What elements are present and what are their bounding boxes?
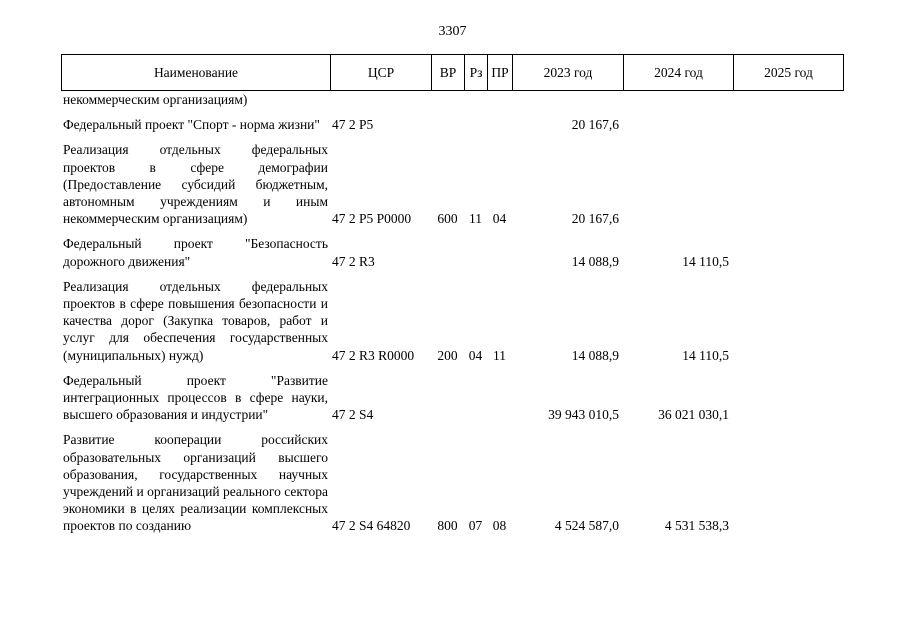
header-vr: ВР	[432, 55, 465, 91]
row-rz: 04	[468, 347, 483, 363]
header-2023: 2023 год	[513, 55, 624, 91]
header-name: Наименование	[62, 55, 331, 91]
row-spacer	[61, 423, 843, 431]
spacer-cell	[61, 270, 843, 278]
row-2025	[733, 278, 843, 364]
spacer-cell	[61, 423, 843, 431]
row-name: Реализация отдельных федеральных проектов в сфере демографии (Предоставление субсидий бюджетным, автономным учреждениям и иным некоммерческим организациям)	[63, 142, 328, 227]
row-2023: 14 088,9	[571, 347, 619, 363]
row-2025	[733, 431, 843, 534]
table-row	[61, 116, 843, 133]
row-csr	[330, 91, 431, 108]
row-spacer	[61, 270, 843, 278]
spacer-cell	[61, 364, 843, 372]
spacer-cell	[61, 108, 843, 116]
row-2025	[733, 116, 843, 133]
row-rz	[464, 91, 487, 108]
table-header	[61, 54, 844, 91]
row-2024: 4 531 538,3	[664, 518, 729, 534]
row-2023: 4 524 587,0	[554, 518, 619, 534]
row-2023: 39 943 010,5	[548, 407, 619, 423]
row-2025	[733, 235, 843, 269]
row-pr	[487, 372, 512, 424]
budget-table	[61, 91, 843, 535]
row-pr	[487, 91, 512, 108]
row-csr: 47 2 R3	[332, 253, 375, 269]
row-name: некоммерческим организациям)	[63, 92, 248, 107]
row-vr	[431, 116, 464, 133]
row-csr: 47 2 P5 P0000	[332, 211, 412, 227]
row-csr: 47 2 S4	[332, 407, 374, 423]
row-spacer	[61, 108, 843, 116]
table-row	[61, 235, 843, 269]
row-2023: 20 167,6	[571, 211, 619, 227]
row-name: Федеральный проект "Безопасность дорожного движения"	[63, 236, 328, 269]
row-2024	[623, 91, 733, 108]
row-name: Федеральный проект "Спорт - норма жизни"	[63, 117, 320, 133]
row-2024: 14 110,5	[682, 253, 729, 269]
row-name: Развитие кооперации российских образовательных организаций высшего образования, государственных научных учреждений и организаций реального сектора экономики в целях реализации комплексных проектов по созданию	[63, 432, 328, 534]
row-name: Федеральный проект "Развитие интеграционных процессов в сфере науки, высшего образования и индустрии"	[63, 372, 328, 423]
row-vr	[431, 372, 464, 424]
row-pr	[487, 235, 512, 269]
row-rz: 07	[468, 518, 483, 534]
row-2024	[623, 141, 733, 227]
header-rz: Рз	[465, 55, 488, 91]
row-2025	[733, 372, 843, 424]
header-2025: 2025 год	[734, 55, 844, 91]
row-2023	[512, 91, 623, 108]
row-pr: 11	[493, 347, 506, 363]
row-2024: 36 021 030,1	[658, 407, 729, 423]
row-2023: 20 167,6	[571, 117, 619, 133]
table-row	[61, 141, 843, 227]
page-number: 3307	[438, 24, 467, 39]
table-row	[61, 431, 843, 534]
row-2025	[733, 141, 843, 227]
row-vr: 800	[437, 518, 458, 534]
table-row	[61, 372, 843, 424]
spacer-cell	[61, 227, 843, 235]
row-spacer	[61, 364, 843, 372]
header-2024: 2024 год	[624, 55, 734, 91]
row-csr: 47 2 R3 R0000	[332, 347, 415, 363]
row-2024	[623, 116, 733, 133]
row-csr: 47 2 S4 64820	[332, 518, 411, 534]
row-pr: 08	[492, 518, 507, 534]
table-row	[61, 91, 843, 108]
row-vr	[431, 91, 464, 108]
row-csr: 47 2 P5	[332, 117, 374, 133]
row-2025	[733, 91, 843, 108]
row-rz	[464, 235, 487, 269]
row-vr	[431, 235, 464, 269]
row-2024: 14 110,5	[682, 347, 729, 363]
row-rz: 11	[469, 211, 482, 227]
row-spacer	[61, 133, 843, 141]
row-rz	[464, 372, 487, 424]
spacer-cell	[61, 133, 843, 141]
header-pr: ПР	[488, 55, 513, 91]
row-pr: 04	[492, 211, 507, 227]
row-pr	[487, 116, 512, 133]
row-spacer	[61, 227, 843, 235]
table-row	[61, 278, 843, 364]
header-csr: ЦСР	[331, 55, 432, 91]
row-2023: 14 088,9	[571, 253, 619, 269]
row-name: Реализация отдельных федеральных проектов в сфере повышения безопасности и качества дорог (Закупка товаров, работ и услуг для обеспечения государственных (муниципальных) нужд)	[63, 278, 328, 363]
row-vr: 200	[437, 347, 458, 363]
row-rz	[464, 116, 487, 133]
row-vr: 600	[437, 211, 458, 227]
